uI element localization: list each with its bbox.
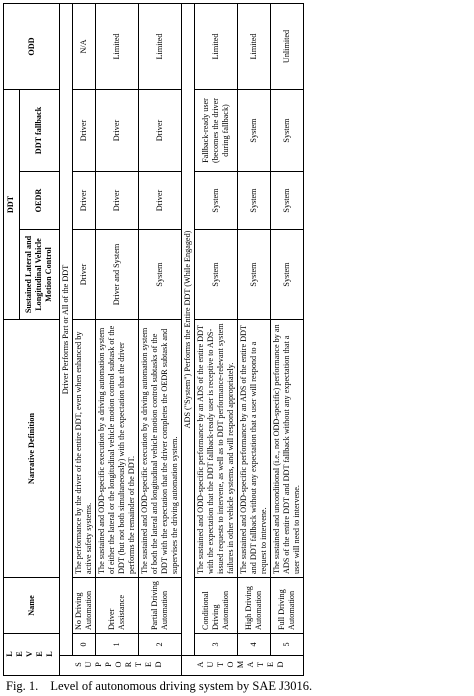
level-cell: 2 xyxy=(139,634,182,656)
header-row-1 xyxy=(4,3,20,675)
definition-cell: The sustained and unconditional (i.e., not ODD-specific) performance by an ADS of the entire DDT and DDT fallback without any expectation that a user will need to intervene. xyxy=(271,320,304,578)
odd-cell: Limited xyxy=(195,3,238,89)
name-cell: High Driving Automation xyxy=(238,578,271,634)
oedr-cell: System xyxy=(238,172,271,230)
fallback-cell: System xyxy=(238,89,271,171)
definition-cell: The sustained and ODD-specific execution by a driving automation system of both the lateral and longitudinal vehicle motion control subtasks of the DDT with the expectation that the driver completes the OEDR subtask and supervises the driving automation system. xyxy=(139,320,182,578)
ddt-group-header: DDT xyxy=(4,89,20,319)
table-row xyxy=(139,3,182,675)
odd-cell: N/A xyxy=(73,3,96,89)
table-row xyxy=(195,3,238,675)
oedr-cell: Driver xyxy=(139,172,182,230)
supported-side-label: SUPPORTED xyxy=(60,656,182,676)
odd-cell: Limited xyxy=(139,3,182,89)
odd-cell: Unlimited xyxy=(271,3,304,89)
table-row xyxy=(96,3,139,675)
sustained-cell: System xyxy=(238,230,271,320)
driver-band-row xyxy=(60,3,73,675)
level-cell: 0 xyxy=(73,634,96,656)
level-header: LEVEL xyxy=(4,634,60,676)
table-row xyxy=(73,3,96,675)
level-cell: 3 xyxy=(195,634,238,656)
fallback-cell: Fallback-ready user (becomes the driver during fallback) xyxy=(195,89,238,171)
sustained-cell: Driver and System xyxy=(96,230,139,320)
oedr-header: OEDR xyxy=(19,172,59,230)
definition-cell: The sustained and ODD-specific performance by an ADS of the entire DDT and DDT fallback without any expectation that a user will respond to a request to intervene. xyxy=(238,320,271,578)
automated-side-label: AUTOMATED xyxy=(182,656,304,676)
driver-band: Driver Performs Part or All of the DDT xyxy=(60,3,73,655)
level-cell: 5 xyxy=(271,634,304,656)
name-cell: No Driving Automation xyxy=(73,578,96,634)
level-cell: 1 xyxy=(96,634,139,656)
table-row xyxy=(238,3,271,675)
fallback-cell: Driver xyxy=(73,89,96,171)
odd-cell: Limited xyxy=(238,3,271,89)
name-header: Name xyxy=(4,578,60,634)
oedr-cell: System xyxy=(271,172,304,230)
ads-band: ADS ("System") Performs the Entire DDT (While Engaged) xyxy=(182,3,195,655)
definition-cell: The sustained and ODD-specific performance by an ADS of the entire DDT with the expectation that the DDT fallback-ready user is receptive to ADS-issued requests to intervene, as well as to DDT performance-relevant system failures in other vehicle systems, and will respond appropriately. xyxy=(195,320,238,578)
fallback-cell: System xyxy=(271,89,304,171)
name-cell: Driver Assistance xyxy=(96,578,139,634)
fallback-cell: Driver xyxy=(139,89,182,171)
oedr-cell: System xyxy=(195,172,238,230)
level-cell: 4 xyxy=(238,634,271,656)
name-cell: Conditional Driving Automation xyxy=(195,578,238,634)
fallback-header: DDT fallback xyxy=(19,89,59,171)
sustained-cell: System xyxy=(139,230,182,320)
odd-cell: Limited xyxy=(96,3,139,89)
sustained-cell: System xyxy=(271,230,304,320)
ads-band-row xyxy=(182,3,195,675)
table-row xyxy=(271,3,304,675)
figure-caption xyxy=(6,679,312,694)
definition-cell: The performance by the driver of the entire DDT, even when enhanced by active safety systems. xyxy=(73,320,96,578)
caption-number: Fig. 1. xyxy=(6,679,39,693)
name-cell: Full Driving Automation xyxy=(271,578,304,634)
oedr-cell: Driver xyxy=(73,172,96,230)
sustained-cell: System xyxy=(195,230,238,320)
name-cell: Partial Driving Automation xyxy=(139,578,182,634)
sustained-header: Sustained Lateral and Longitudinal Vehicle Motion Control xyxy=(19,230,59,320)
sustained-cell: Driver xyxy=(73,230,96,320)
oedr-cell: Driver xyxy=(96,172,139,230)
caption-text: Level of autonomous driving system by SAE J3016. xyxy=(50,679,313,693)
odd-header: ODD xyxy=(4,3,60,89)
sae-levels-table xyxy=(3,3,304,676)
fallback-cell: Driver xyxy=(96,89,139,171)
definition-header: Narrative Definition xyxy=(4,320,60,578)
definition-cell: The sustained and ODD-specific execution by a driving automation system of either the lateral or the longitudinal vehicle motion control subtask of the DDT (but not both simultaneously) with the expectation that the driver performs the remainder of the DDT. xyxy=(96,320,139,578)
